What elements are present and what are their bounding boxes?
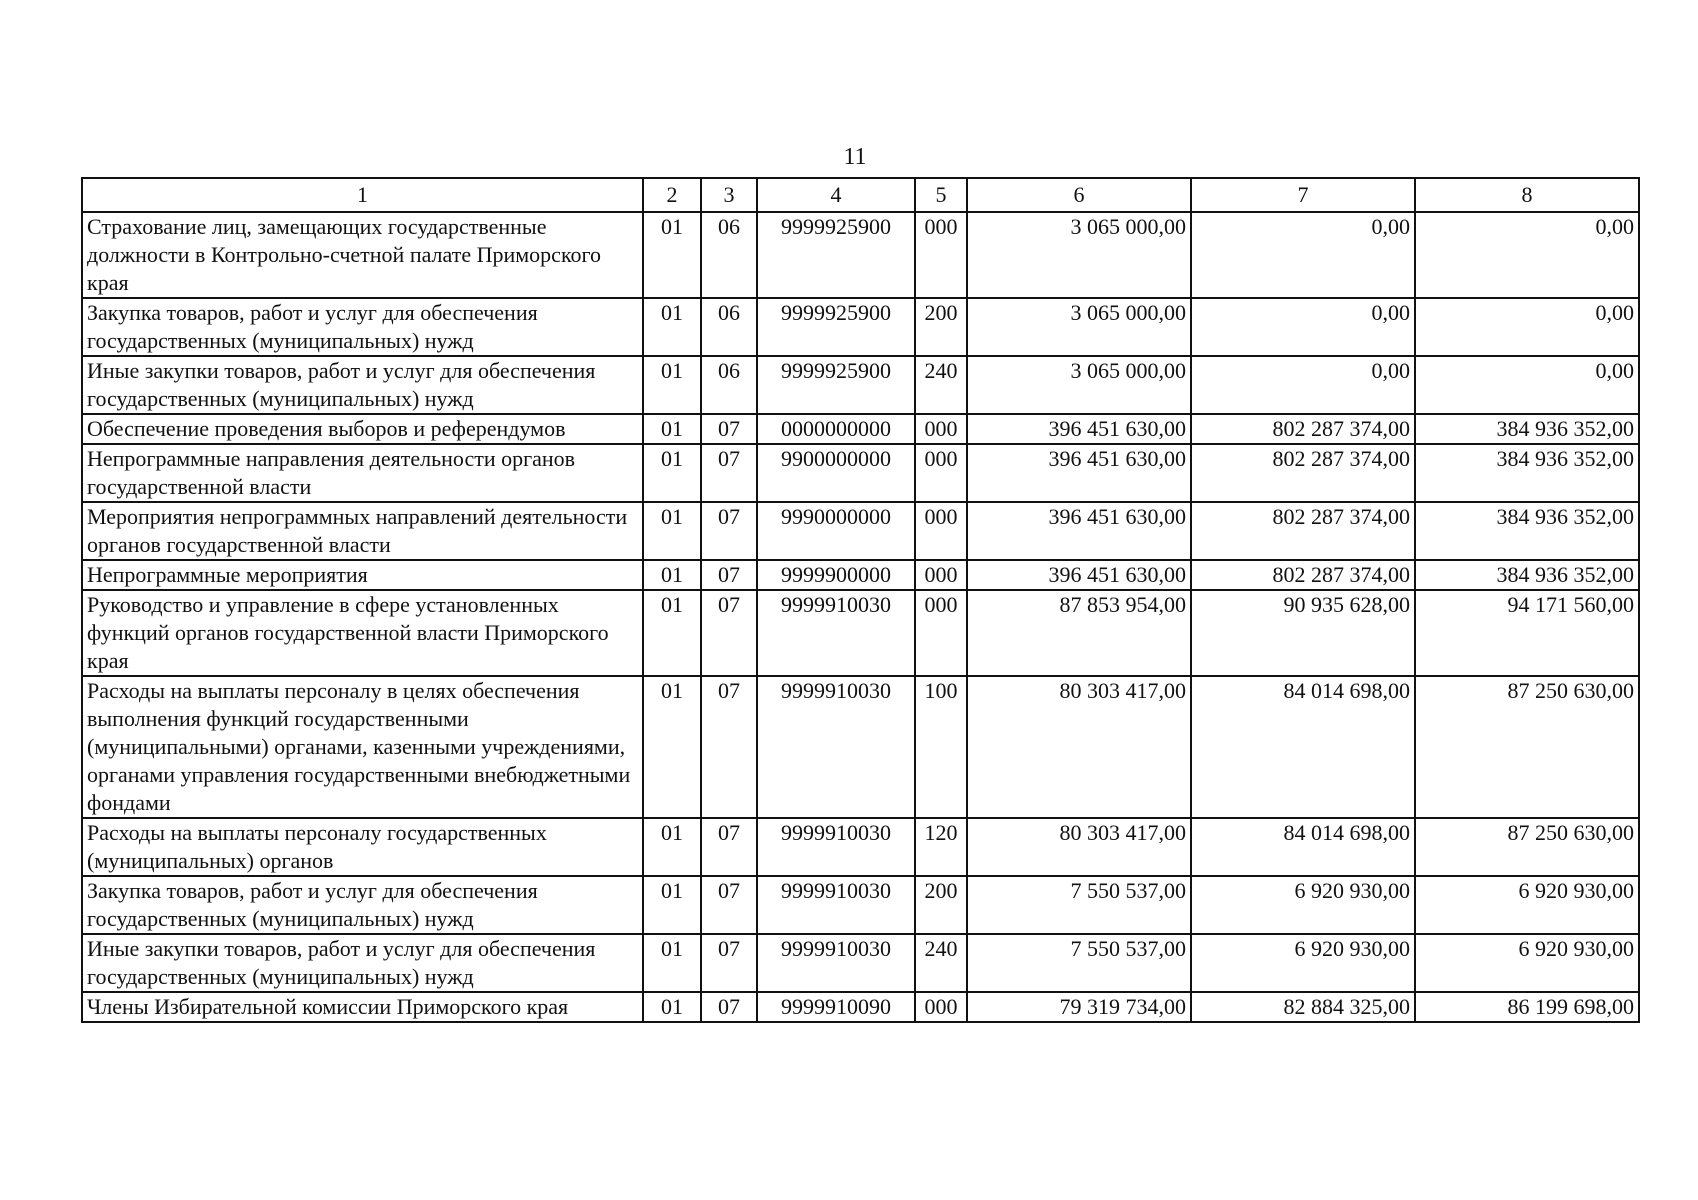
expense-name-cell: Непрограммные мероприятия xyxy=(82,560,643,590)
expense-type-code-cell: 000 xyxy=(915,444,967,502)
column-header: 6 xyxy=(967,178,1191,212)
expense-name-cell: Закупка товаров, работ и услуг для обеспечения государственных (муниципальных) нужд xyxy=(82,876,643,934)
target-item-code-cell: 9990000000 xyxy=(757,502,915,560)
amount-col7-cell: 0,00 xyxy=(1191,212,1415,298)
section-code-cell: 01 xyxy=(643,298,701,356)
amount-col8-cell: 0,00 xyxy=(1415,298,1639,356)
table-row xyxy=(82,356,1639,414)
target-item-code-cell: 9999925900 xyxy=(757,298,915,356)
column-header: 4 xyxy=(757,178,915,212)
subsection-code-cell: 06 xyxy=(701,212,757,298)
section-code-cell: 01 xyxy=(643,502,701,560)
expense-name-cell: Непрограммные направления деятельности органов государственной власти xyxy=(82,444,643,502)
target-item-code-cell: 9999900000 xyxy=(757,560,915,590)
amount-col6-cell: 396 451 630,00 xyxy=(967,444,1191,502)
amount-col8-cell: 384 936 352,00 xyxy=(1415,444,1639,502)
expense-type-code-cell: 000 xyxy=(915,212,967,298)
amount-col6-cell: 7 550 537,00 xyxy=(967,876,1191,934)
amount-col7-cell: 0,00 xyxy=(1191,298,1415,356)
page-number: 11 xyxy=(843,144,867,170)
amount-col7-cell: 6 920 930,00 xyxy=(1191,876,1415,934)
subsection-code-cell: 07 xyxy=(701,560,757,590)
column-header: 8 xyxy=(1415,178,1639,212)
amount-col6-cell: 87 853 954,00 xyxy=(967,590,1191,676)
expense-name-cell: Иные закупки товаров, работ и услуг для обеспечения государственных (муниципальных) нужд xyxy=(82,356,643,414)
amount-col8-cell: 384 936 352,00 xyxy=(1415,414,1639,444)
subsection-code-cell: 07 xyxy=(701,444,757,502)
amount-col7-cell: 802 287 374,00 xyxy=(1191,444,1415,502)
amount-col7-cell: 84 014 698,00 xyxy=(1191,676,1415,818)
table-row xyxy=(82,934,1639,992)
expense-name-cell: Иные закупки товаров, работ и услуг для обеспечения государственных (муниципальных) нужд xyxy=(82,934,643,992)
table-row xyxy=(82,560,1639,590)
amount-col7-cell: 6 920 930,00 xyxy=(1191,934,1415,992)
column-header: 2 xyxy=(643,178,701,212)
expense-type-code-cell: 120 xyxy=(915,818,967,876)
expense-name-cell: Мероприятия непрограммных направлений деятельности органов государственной власти xyxy=(82,502,643,560)
column-header: 7 xyxy=(1191,178,1415,212)
amount-col6-cell: 3 065 000,00 xyxy=(967,212,1191,298)
column-header: 3 xyxy=(701,178,757,212)
expense-name-cell: Расходы на выплаты персоналу в целях обеспечения выполнения функций государственными (муниципальными) органами, казенными учреждениями, органами управления государственными внебюджетными фондами xyxy=(82,676,643,818)
expense-name-cell: Страхование лиц, замещающих государственные должности в Контрольно-счетной палате Приморского края xyxy=(82,212,643,298)
expense-type-code-cell: 200 xyxy=(915,876,967,934)
subsection-code-cell: 07 xyxy=(701,934,757,992)
section-code-cell: 01 xyxy=(643,992,701,1022)
section-code-cell: 01 xyxy=(643,818,701,876)
amount-col6-cell: 79 319 734,00 xyxy=(967,992,1191,1022)
subsection-code-cell: 06 xyxy=(701,356,757,414)
subsection-code-cell: 07 xyxy=(701,876,757,934)
amount-col8-cell: 6 920 930,00 xyxy=(1415,934,1639,992)
target-item-code-cell: 9999910030 xyxy=(757,590,915,676)
amount-col8-cell: 384 936 352,00 xyxy=(1415,560,1639,590)
amount-col7-cell: 802 287 374,00 xyxy=(1191,502,1415,560)
expense-name-cell: Руководство и управление в сфере установленных функций органов государственной власти Приморского края xyxy=(82,590,643,676)
table-row xyxy=(82,414,1639,444)
expense-name-cell: Обеспечение проведения выборов и референдумов xyxy=(82,414,643,444)
amount-col6-cell: 7 550 537,00 xyxy=(967,934,1191,992)
table-row xyxy=(82,676,1639,818)
section-code-cell: 01 xyxy=(643,934,701,992)
section-code-cell: 01 xyxy=(643,444,701,502)
expense-type-code-cell: 000 xyxy=(915,992,967,1022)
target-item-code-cell: 9999910030 xyxy=(757,876,915,934)
target-item-code-cell: 9999910090 xyxy=(757,992,915,1022)
target-item-code-cell: 9999910030 xyxy=(757,676,915,818)
header-row xyxy=(82,178,1639,212)
amount-col7-cell: 802 287 374,00 xyxy=(1191,414,1415,444)
amount-col7-cell: 802 287 374,00 xyxy=(1191,560,1415,590)
expense-type-code-cell: 240 xyxy=(915,356,967,414)
section-code-cell: 01 xyxy=(643,356,701,414)
amount-col6-cell: 3 065 000,00 xyxy=(967,356,1191,414)
table-row xyxy=(82,818,1639,876)
expense-name-cell: Закупка товаров, работ и услуг для обеспечения государственных (муниципальных) нужд xyxy=(82,298,643,356)
table-row xyxy=(82,502,1639,560)
expense-type-code-cell: 100 xyxy=(915,676,967,818)
target-item-code-cell: 9999925900 xyxy=(757,212,915,298)
expense-type-code-cell: 000 xyxy=(915,560,967,590)
subsection-code-cell: 07 xyxy=(701,502,757,560)
table-row xyxy=(82,590,1639,676)
target-item-code-cell: 9999910030 xyxy=(757,934,915,992)
amount-col6-cell: 396 451 630,00 xyxy=(967,560,1191,590)
amount-col6-cell: 3 065 000,00 xyxy=(967,298,1191,356)
expense-type-code-cell: 000 xyxy=(915,502,967,560)
amount-col6-cell: 396 451 630,00 xyxy=(967,414,1191,444)
subsection-code-cell: 07 xyxy=(701,676,757,818)
expense-type-code-cell: 000 xyxy=(915,414,967,444)
amount-col7-cell: 84 014 698,00 xyxy=(1191,818,1415,876)
amount-col7-cell: 90 935 628,00 xyxy=(1191,590,1415,676)
amount-col6-cell: 396 451 630,00 xyxy=(967,502,1191,560)
subsection-code-cell: 06 xyxy=(701,298,757,356)
expense-name-cell: Расходы на выплаты персоналу государственных (муниципальных) органов xyxy=(82,818,643,876)
table-row xyxy=(82,298,1639,356)
subsection-code-cell: 07 xyxy=(701,818,757,876)
budget-table xyxy=(81,177,1640,1023)
amount-col8-cell: 94 171 560,00 xyxy=(1415,590,1639,676)
amount-col7-cell: 82 884 325,00 xyxy=(1191,992,1415,1022)
table-row xyxy=(82,212,1639,298)
section-code-cell: 01 xyxy=(643,212,701,298)
table-row xyxy=(82,992,1639,1022)
target-item-code-cell: 9900000000 xyxy=(757,444,915,502)
amount-col8-cell: 0,00 xyxy=(1415,212,1639,298)
section-code-cell: 01 xyxy=(643,876,701,934)
expense-name-cell: Члены Избирательной комиссии Приморского края xyxy=(82,992,643,1022)
expense-type-code-cell: 240 xyxy=(915,934,967,992)
column-header: 5 xyxy=(915,178,967,212)
target-item-code-cell: 9999925900 xyxy=(757,356,915,414)
section-code-cell: 01 xyxy=(643,676,701,818)
amount-col8-cell: 0,00 xyxy=(1415,356,1639,414)
section-code-cell: 01 xyxy=(643,560,701,590)
table-row xyxy=(82,444,1639,502)
expense-type-code-cell: 000 xyxy=(915,590,967,676)
subsection-code-cell: 07 xyxy=(701,414,757,444)
subsection-code-cell: 07 xyxy=(701,590,757,676)
table-row xyxy=(82,876,1639,934)
column-header: 1 xyxy=(82,178,643,212)
section-code-cell: 01 xyxy=(643,590,701,676)
target-item-code-cell: 9999910030 xyxy=(757,818,915,876)
amount-col6-cell: 80 303 417,00 xyxy=(967,676,1191,818)
target-item-code-cell: 0000000000 xyxy=(757,414,915,444)
expense-type-code-cell: 200 xyxy=(915,298,967,356)
subsection-code-cell: 07 xyxy=(701,992,757,1022)
amount-col8-cell: 86 199 698,00 xyxy=(1415,992,1639,1022)
amount-col6-cell: 80 303 417,00 xyxy=(967,818,1191,876)
amount-col8-cell: 87 250 630,00 xyxy=(1415,818,1639,876)
amount-col8-cell: 87 250 630,00 xyxy=(1415,676,1639,818)
amount-col7-cell: 0,00 xyxy=(1191,356,1415,414)
amount-col8-cell: 384 936 352,00 xyxy=(1415,502,1639,560)
amount-col8-cell: 6 920 930,00 xyxy=(1415,876,1639,934)
section-code-cell: 01 xyxy=(643,414,701,444)
